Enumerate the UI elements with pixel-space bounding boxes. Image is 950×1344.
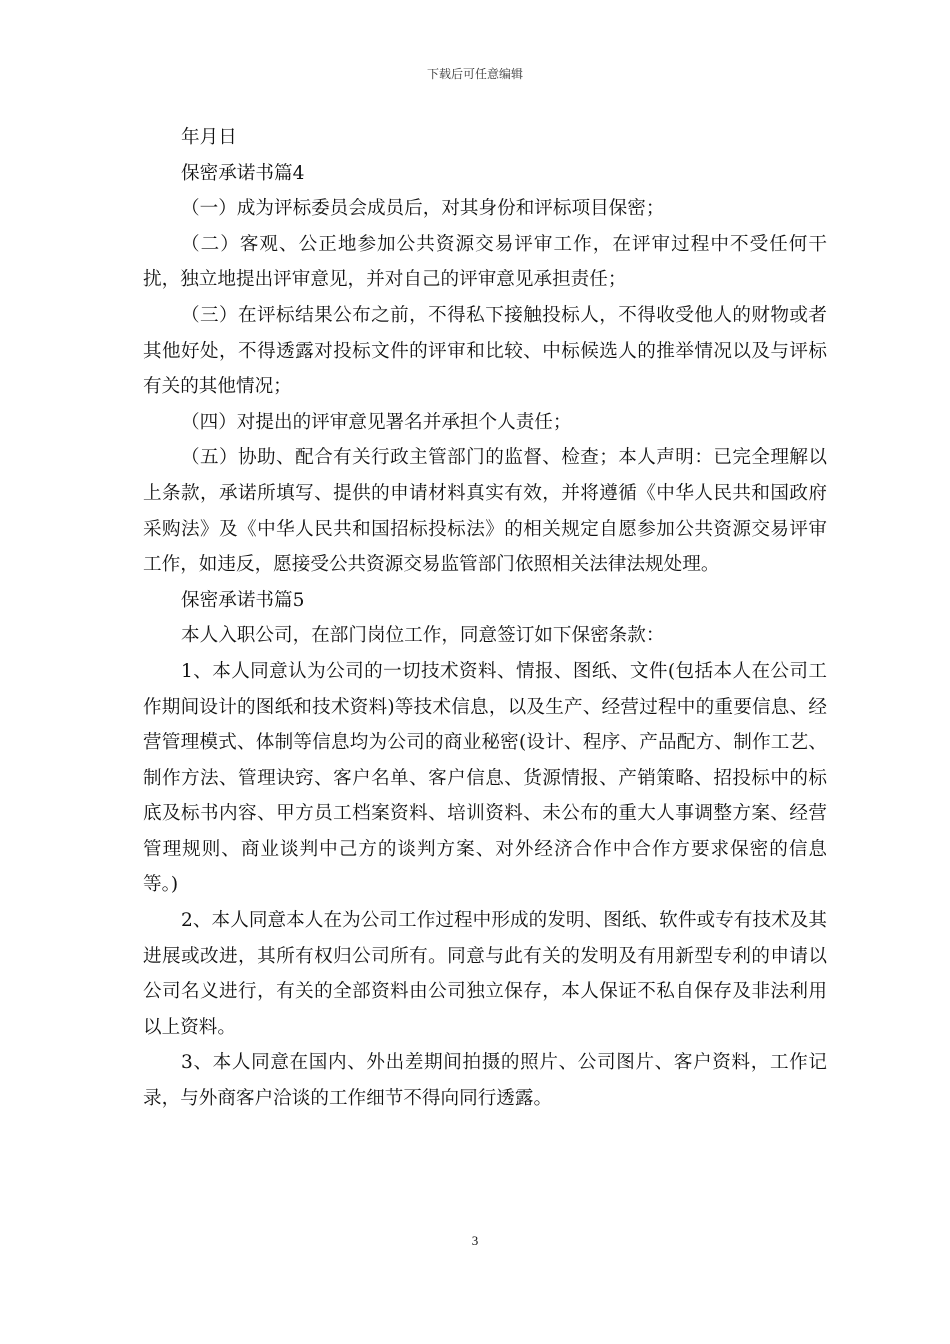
clause-paragraph: （四）对提出的评审意见署名并承担个人责任； xyxy=(181,411,572,433)
clause-paragraph: 1、本人同意认为公司的一切技术资料、情报、图纸、文件(包括本人在公司工作期间设计的图纸和技术资料)等技术信息，以及生产、经营过程中的重要信息、经营管理模式、体制等信息均为公司的商业秘密(设计、程序、产品配方、制作工艺、制作方法、管理诀窍、客户名单、客户信息、货源情报、产销策略、招投标中的标底及标书内容、甲方员工档案资料、培训资料、未公布的重大人事调整方案、经营管理规则、商业谈判中己方的谈判方案、对外经济合作中合作方要求保密的信息等。) xyxy=(143,660,827,896)
clause-paragraph: 3、本人同意在国内、外出差期间拍摄的照片、公司图片、客户资料，工作记录，与外商客户洽谈的工作细节不得向同行透露。 xyxy=(143,1052,827,1110)
clause-paragraph: （一）成为评标委员会成员后，对其身份和评标项目保密； xyxy=(181,198,665,220)
clause-paragraph: （二）客观、公正地参加公共资源交易评审工作，在评审过程中不受任何干扰，独立地提出评审意见，并对自己的评审意见承担责任； xyxy=(143,233,827,291)
clause-paragraph: （五）协助、配合有关行政主管部门的监督、检查；本人声明：已完全理解以上条款，承诺所填写、提供的申请材料真实有效，并将遵循《中华人民共和国政府采购法》及《中华人民共和国招标投标法》的相关规定自愿参加公共资源交易评审工作，如违反，愿接受公共资源交易监管部门依照相关法律法规处理。 xyxy=(143,447,827,576)
document-body xyxy=(143,120,827,1117)
page-number: 3 xyxy=(471,1233,479,1248)
clause-paragraph: （三）在评标结果公布之前，不得私下接触投标人，不得收受他人的财物或者其他好处，不得透露对投标文件的评审和比较、中标候选人的推举情况以及与评标有关的其他情况； xyxy=(143,304,827,398)
page-header: 下载后可任意编辑 xyxy=(426,67,523,81)
date-line: 年月日 xyxy=(181,127,237,148)
section-title: 保密承诺书篇4 xyxy=(181,162,305,184)
section-title: 保密承诺书篇5 xyxy=(181,589,305,611)
clause-paragraph: 2、本人同意本人在为公司工作过程中形成的发明、图纸、软件或专有技术及其进展或改进，其所有权归公司所有。同意与此有关的发明及有用新型专利的申请以公司名义进行，有关的全部资料由公司独立保存，本人保证不私自保存及非法利用以上资料。 xyxy=(143,910,827,1038)
intro-paragraph: 本人入职公司，在部门岗位工作，同意签订如下保密条款： xyxy=(181,625,665,647)
